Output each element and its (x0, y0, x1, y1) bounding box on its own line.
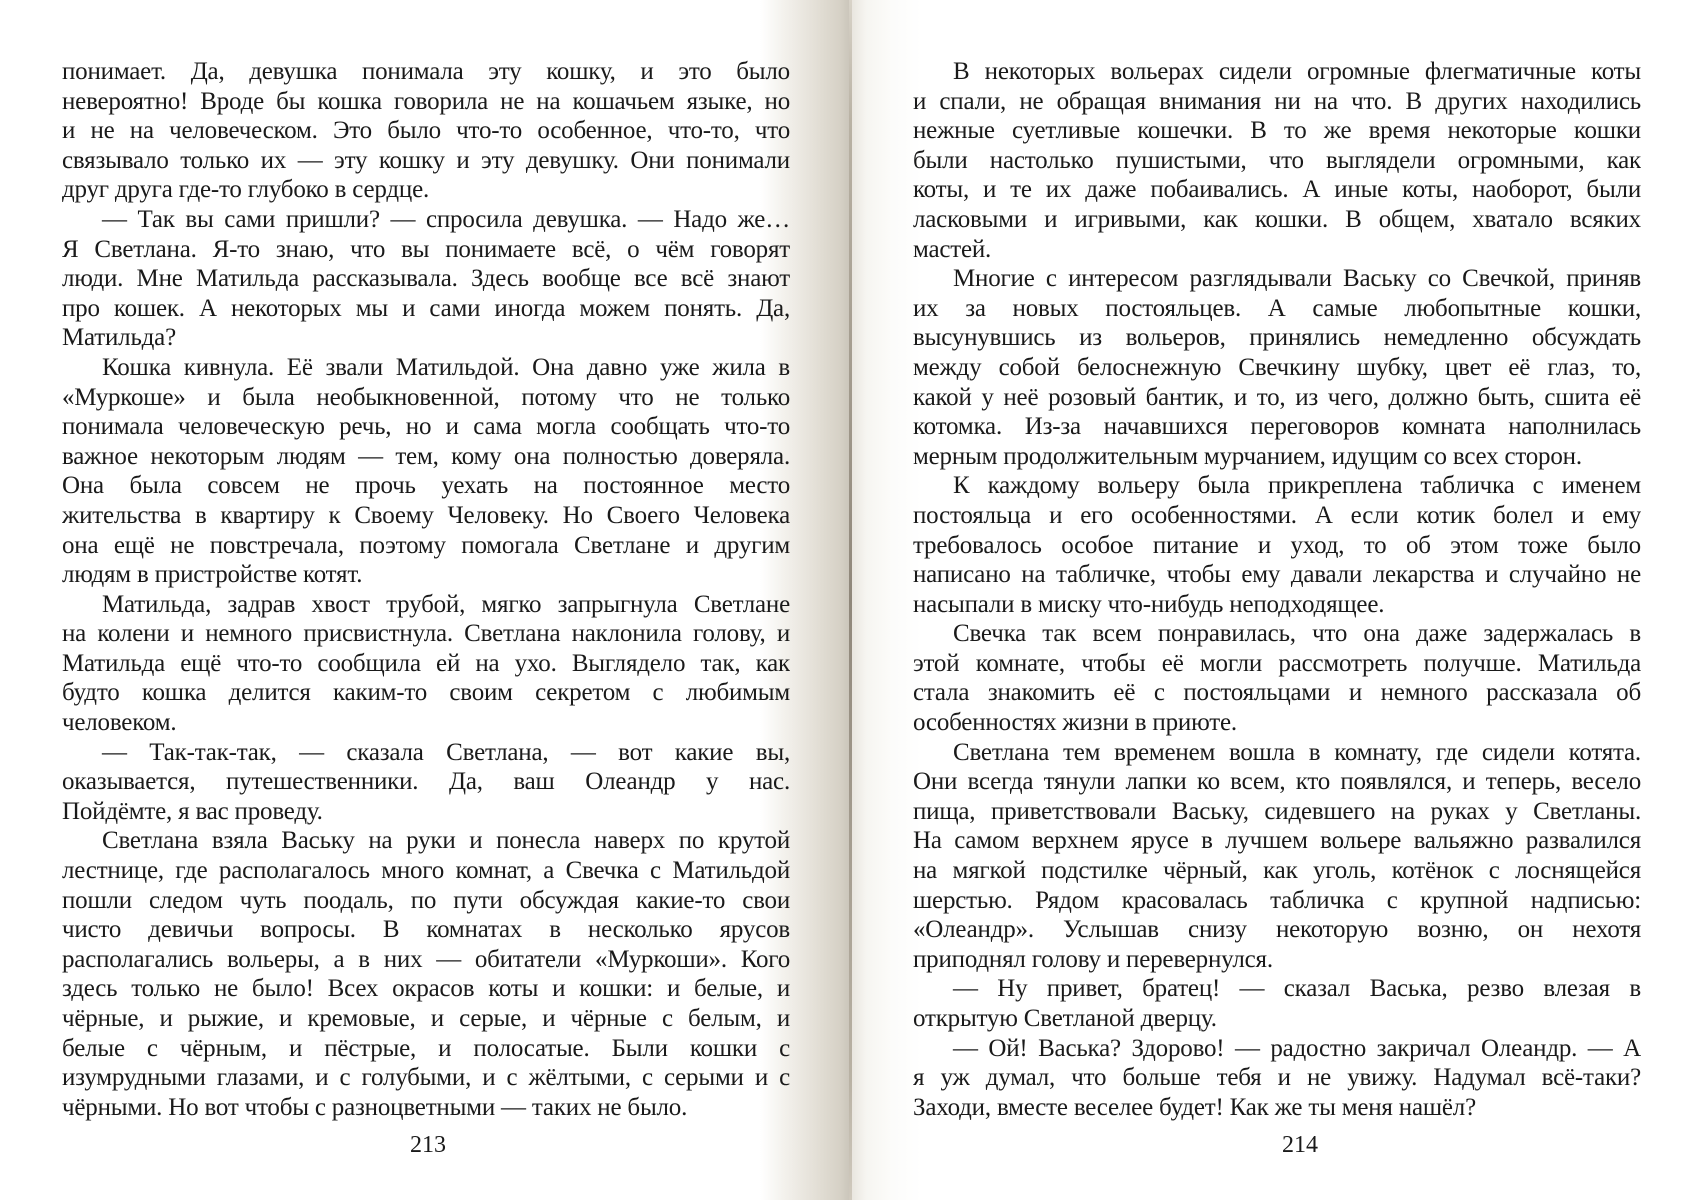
text-line: Она была совсем не прочь уехать на постоянное место (62, 472, 790, 500)
text-line: понимает. Да, девушка понимала эту кошку, и это было (62, 58, 790, 85)
text-line: котомка. Из-за начавшихся переговоров комната наполнилась (913, 413, 1641, 441)
text-line: Пойдёмте, я вас проведу. (62, 797, 323, 825)
text-line: изумрудными глазами, и с голубыми, и с жёлтыми, с серыми и с (62, 1064, 790, 1092)
left-page-text (62, 57, 790, 1122)
text-line: Светлана взяла Ваську на руки и понесла наверх по крутой (102, 827, 790, 855)
text-line: — Ну привет, братец! — сказал Васька, резво влезая в (953, 975, 1641, 1003)
page-number-left: 213 (410, 1132, 446, 1158)
text-line: про кошек. А некоторых мы и сами иногда можем понять. Да, (62, 294, 790, 322)
page-number-right: 214 (1282, 1132, 1318, 1158)
text-line: понимала человеческую речь, но и сама могла сообщать что-то (62, 413, 790, 441)
text-line: требовалось особое питание и уход, то об этом тоже было (913, 531, 1641, 559)
text-line: оказывается, путешественники. Да, ваш Олеандр у нас. (62, 768, 790, 796)
text-line: приподнял голову и перевернулся. (913, 945, 1273, 973)
text-line: Свечка так всем понравилась, что она даже задержалась в (953, 620, 1641, 648)
text-line: мерным продолжительным мурчанием, идущим со всех сторон. (913, 442, 1582, 470)
text-line: В некоторых вольерах сидели огромные флегматичные коты (953, 58, 1641, 85)
text-line: чисто девичьи вопросы. В комнатах в несколько ярусов (62, 916, 790, 944)
text-line: жительства в квартиру к Своему Человеку. Но Своего Человека (62, 501, 790, 529)
text-line: люди. Мне Матильда рассказывала. Здесь вообще все всё знают (62, 265, 790, 293)
text-line: — Ой! Васька? Здорово! — радостно закричал Олеандр. — А (953, 1034, 1641, 1062)
text-line: Матильда, задрав хвост трубой, мягко запрыгнула Светлане (102, 590, 790, 618)
text-line: открытую Светланой дверцу. (913, 1005, 1217, 1032)
text-line: на мягкой подстилке чёрный, как уголь, котёнок с лоснящейся (913, 857, 1641, 885)
text-line: Матильда? (62, 324, 176, 352)
text-line: — Так-так-так, — сказала Светлана, — вот какие вы, (102, 738, 790, 766)
text-line: мастей. (913, 235, 992, 263)
text-line: — Так вы сами пришли? — спросила девушка. — Надо же… (102, 205, 790, 233)
text-line: пища, приветствовали Ваську, сидевшего на руках у Светланы. (913, 797, 1641, 825)
text-line: написано на табличке, чтобы ему давали лекарства и случайно не (913, 561, 1641, 589)
right-page (852, 0, 1700, 1200)
text-line: Светлана тем временем вошла в комнату, где сидели котята. (953, 738, 1641, 766)
text-line: людям в пристройстве котят. (62, 561, 363, 589)
right-page-text (913, 57, 1641, 1122)
text-line: их за новых постояльцев. А самые любопытные кошки, (913, 294, 1641, 322)
text-line: «Олеандр». Услышав снизу некоторую возню, он нехотя (913, 916, 1641, 944)
text-line: я уж думал, что больше тебя и не увижу. Надумал всё-таки? (913, 1064, 1641, 1092)
text-line: располагались вольеры, а в них — обитатели «Муркоши». Кого (62, 945, 790, 973)
text-line: Заходи, вместе веселее будет! Как же ты меня нашёл? (913, 1093, 1476, 1121)
text-line: стала знакомить её с постояльцами и немного рассказала об (913, 679, 1641, 707)
text-line: здесь только не было! Всех окрасов коты и кошки: и белые, и (62, 975, 790, 1003)
text-line: и спали, не обращая внимания ни на что. В других находились (913, 87, 1641, 115)
text-line: Я Светлана. Я-то знаю, что вы понимаете всё, о чём говорят (62, 235, 790, 263)
text-line: между собой белоснежную Свечкину шубку, цвет её глаз, то, (913, 353, 1641, 381)
text-line: чёрными. Но вот чтобы с разноцветными — таких не было. (62, 1093, 688, 1121)
text-line: шерстью. Рядом красовалась табличка с крупной надписью: (913, 886, 1641, 914)
text-line: Многие с интересом разглядывали Ваську со Свечкой, приняв (953, 265, 1641, 293)
text-line: какой у неё розовый бантик, и то, из чего, должно быть, сшита её (913, 383, 1641, 411)
text-line: чёрные, и рыжие, и кремовые, и серые, и чёрные с белым, и (62, 1005, 790, 1032)
text-line: пошли следом чуть поодаль, по пути обсуждая какие-то свои (62, 886, 790, 914)
text-line: лестнице, где располагалось много комнат, а Свечка с Матильдой (62, 857, 790, 885)
text-line: будто кошка делится каким-то своим секретом с любимым (62, 679, 790, 707)
text-line: на колени и немного присвистнула. Светлана наклонила голову, и (62, 620, 790, 648)
text-line: важное некоторым людям — тем, кому она полностью доверяла. (62, 442, 790, 470)
text-line: друг друга где-то глубоко в сердце. (62, 176, 430, 204)
text-line: были настолько пушистыми, что выглядели огромными, как (913, 146, 1641, 174)
text-line: связывало только их — эту кошку и эту девушку. Они понимали (62, 146, 790, 174)
text-line: человеком. (62, 709, 177, 737)
text-line: особенностях жизни в приюте. (913, 709, 1237, 737)
text-line: белые с чёрным, и пёстрые, и полосатые. Были кошки с (62, 1034, 790, 1062)
text-line: На самом верхнем ярусе в лучшем вольере вальяжно развалился (913, 827, 1641, 855)
text-line: «Муркоше» и была необыкновенной, потому что не только (62, 383, 790, 411)
text-line: Они всегда тянули лапки ко всем, кто появлялся, и теперь, весело (913, 768, 1641, 796)
text-line: коты, и те их даже побаивались. А иные коты, наоборот, были (913, 176, 1641, 204)
text-line: нежные суетливые кошечки. В то же время некоторые кошки (913, 117, 1641, 145)
text-line: Матильда ещё что-то сообщила ей на ухо. Выглядело так, как (62, 649, 790, 677)
text-line: постояльца и его особенностями. А если котик болел и ему (913, 501, 1641, 529)
text-line: высунувшись из вольеров, принялись немедленно обсуждать (913, 324, 1641, 352)
text-line: она ещё не повстречала, поэтому помогала Светлане и другим (62, 531, 790, 559)
text-line: ласковыми и игривыми, как кошки. В общем, хватало всяких (913, 205, 1641, 233)
text-line: и не на человеческом. Это было что-то особенное, что-то, что (62, 117, 790, 145)
text-line: К каждому вольеру была прикреплена табличка с именем (953, 472, 1641, 500)
text-line: невероятно! Вроде бы кошка говорила не на кошачьем языке, но (62, 87, 790, 115)
text-line: этой комнате, чтобы её могли рассмотреть получше. Матильда (913, 649, 1641, 677)
text-line: Кошка кивнула. Её звали Матильдой. Она давно уже жила в (102, 353, 790, 381)
text-line: насыпали в миску что-нибудь неподходящее. (913, 590, 1385, 618)
